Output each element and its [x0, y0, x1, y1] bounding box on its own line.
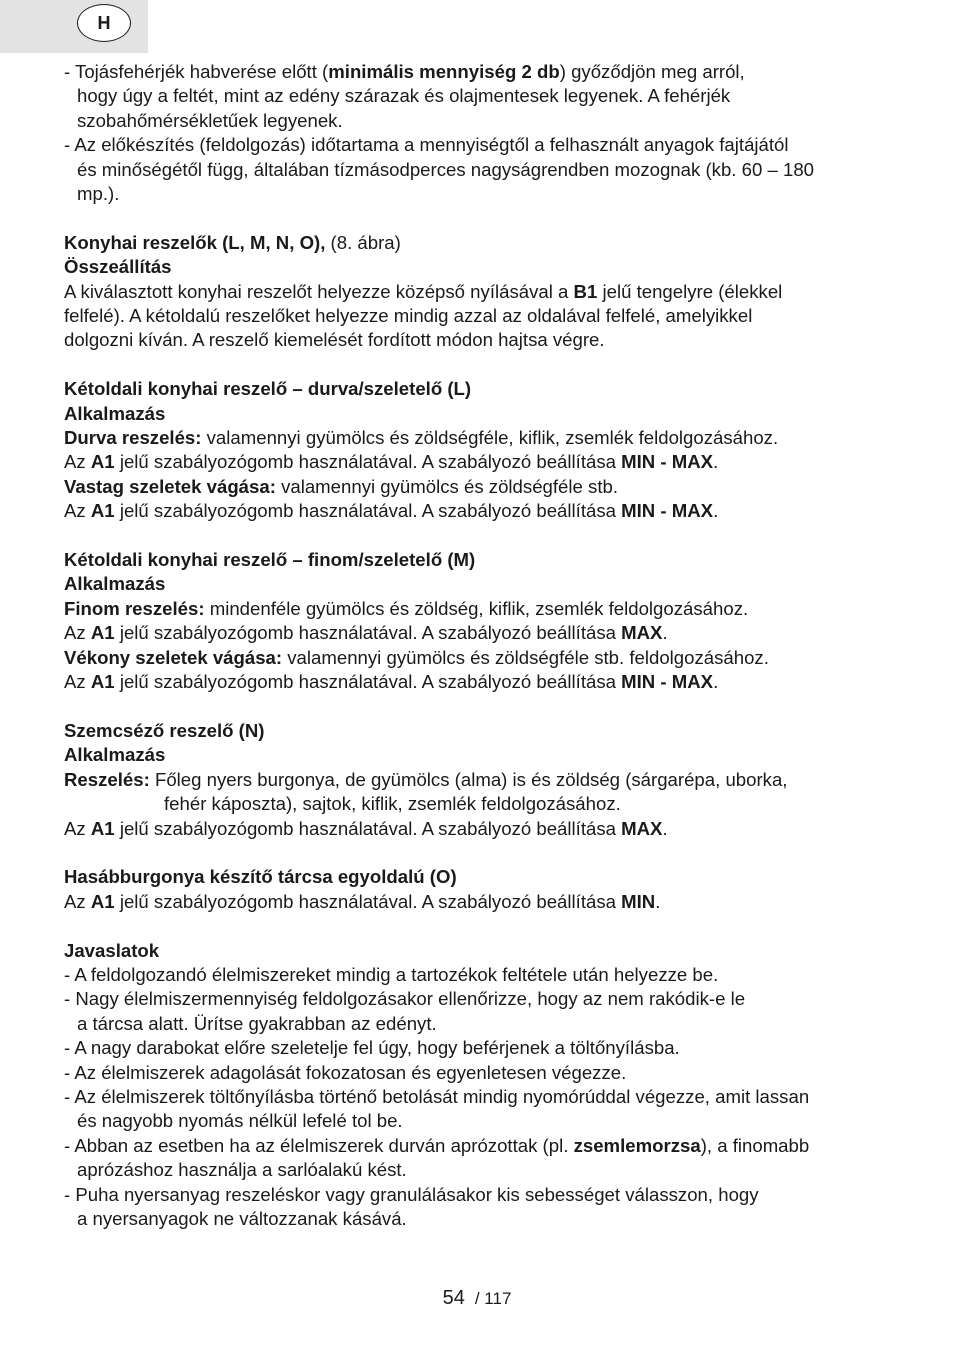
tip-item: - A feldolgozandó élelmiszereket mindig a tartozékok feltétele után helyezze be.	[64, 963, 719, 985]
assembly-text-line: felfelé). A kétoldalú reszelőket helyezze mindig azzal az oldalával felfelé, amelyikkel	[64, 305, 753, 327]
bullet-processing-time: - Az előkészítés (feldolgozás) időtartama a mennyiségtől a felhasznált anyagok fajtájától és minőségétől függ, általában tízmásodperces nagyságrendben mozognak (kb. 60 – 180 mp.).	[64, 134, 814, 205]
setting-line: Az A1 jelű szabályozógomb használatával. A szabályozó beállítása MAX.	[64, 622, 668, 644]
setting-line: Az A1 jelű szabályozógomb használatával. A szabályozó beállítása MIN - MAX.	[64, 671, 719, 693]
bullet-egg-whites: - Tojásfehérjék habverése előtt (minimális mennyiség 2 db) győződjön meg arról, hogy úgy a feltét, mint az edény szárazak és olajmentesek legyenek. A fehérjék szobahőmérsékletűek legyenek.	[64, 61, 745, 131]
section-heading-grater-m: Kétoldali konyhai reszelő – finom/szeletelő (M)	[64, 549, 476, 571]
subheading-application: Alkalmazás	[64, 402, 166, 424]
usage-line-continued: fehér káposzta), sajtok, kiflik, zsemlék feldolgozásához.	[164, 793, 621, 815]
page-content	[64, 60, 904, 1231]
tip-item: - A nagy darabokat előre szeletelje fel úgy, hogy beférjenek a töltőnyílásba.	[64, 1037, 680, 1059]
setting-line: Az A1 jelű szabályozógomb használatával. A szabályozó beállítása MIN - MAX.	[64, 500, 719, 522]
assembly-text-line: A kiválasztott konyhai reszelőt helyezze középső nyílásával a B1 jelű tengelyre (élekkel	[64, 280, 783, 302]
language-badge: H	[77, 4, 131, 42]
tip-item: - Nagy élelmiszermennyiség feldolgozásakor ellenőrizze, hogy az nem rakódik-e le a tárcsa alatt. Ürítse gyakrabban az edényt.	[64, 988, 746, 1034]
assembly-text-line: dolgozni kíván. A reszelő kiemelését fordított módon hajtsa végre.	[64, 329, 605, 351]
setting-line: Az A1 jelű szabályozógomb használatával. A szabályozó beállítása MAX.	[64, 817, 668, 839]
subheading-application: Alkalmazás	[64, 744, 166, 766]
section-heading-disc-o: Hasábburgonya készítő tárcsa egyoldalú (O)	[64, 866, 457, 888]
section-heading-tips: Javaslatok	[64, 939, 160, 961]
subheading-assembly: Összeállítás	[64, 256, 172, 278]
usage-line: Vastag szeletek vágása: valamennyi gyümölcs és zöldségféle stb.	[64, 475, 618, 497]
page-total: / 117	[474, 1289, 512, 1308]
tip-item: - Az élelmiszerek adagolását fokozatosan és egyenletesen végezze.	[64, 1061, 627, 1083]
tip-item: - Puha nyersanyag reszeléskor vagy granulálásakor kis sebességet válasszon, hogy a nyersanyagok ne változzanak kásává.	[64, 1183, 759, 1229]
tip-item: - Az élelmiszerek töltőnyílásba történő betolását mindig nyomórúddal végezze, amit lassan és nagyobb nyomás nélkül lefelé tol be.	[64, 1085, 810, 1132]
section-heading-grater-l: Kétoldali konyhai reszelő – durva/szeletelő (L)	[64, 378, 472, 400]
page-footer	[0, 1286, 954, 1311]
usage-line: Finom reszelés: mindenféle gyümölcs és zöldség, kiflik, zsemlék feldolgozásához.	[64, 597, 749, 619]
page-number: 54	[442, 1287, 465, 1309]
setting-line: Az A1 jelű szabályozógomb használatával. A szabályozó beállítása MIN - MAX.	[64, 451, 719, 473]
section-heading-graters: Konyhai reszelők (L, M, N, O), (8. ábra)	[64, 231, 401, 253]
tip-item: - Abban az esetben ha az élelmiszerek durván aprózottak (pl. zsemlemorzsa), a finomabb aprózáshoz használja a sarlóalakú kést.	[64, 1134, 810, 1181]
section-heading-grater-n: Szemcséző reszelő (N)	[64, 719, 265, 741]
language-tab	[0, 0, 148, 53]
usage-line: Vékony szeletek vágása: valamennyi gyümölcs és zöldségféle stb. feldolgozásához.	[64, 646, 769, 668]
setting-line: Az A1 jelű szabályozógomb használatával. A szabályozó beállítása MIN.	[64, 890, 661, 912]
usage-line: Reszelés: Főleg nyers burgonya, de gyümölcs (alma) is és zöldség (sárgarépa, uborka,	[64, 768, 788, 790]
usage-line: Durva reszelés: valamennyi gyümölcs és zöldségféle, kiflik, zsemlék feldolgozásához.	[64, 427, 779, 449]
subheading-application: Alkalmazás	[64, 573, 166, 595]
